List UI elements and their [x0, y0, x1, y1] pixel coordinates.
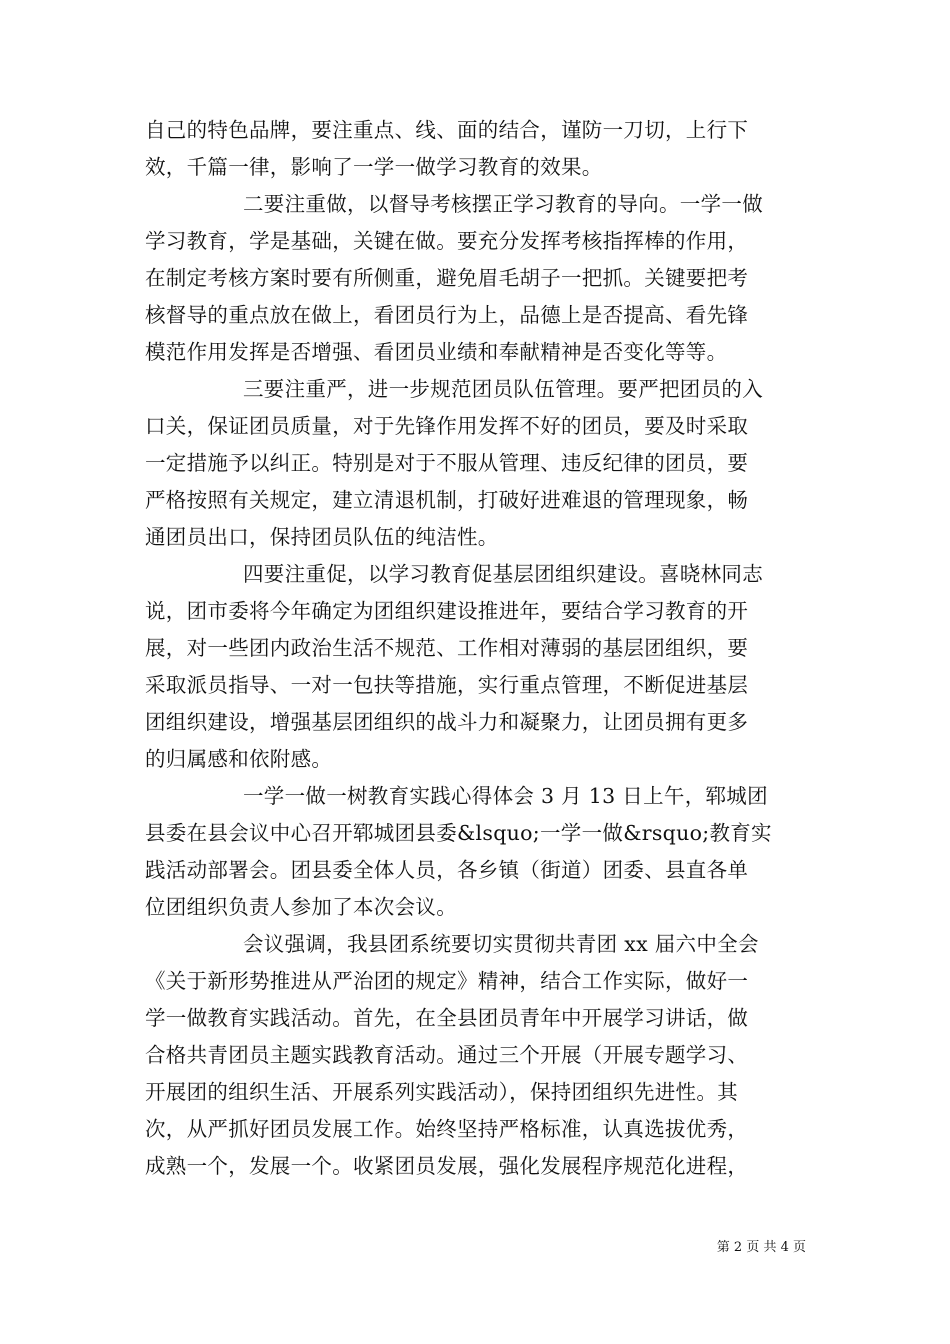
text-line: 合格共青团员主题实践教育活动。通过三个开展（开展专题学习、 — [145, 1043, 749, 1067]
text-line: 学一做教育实践活动。首先，在全县团员青年中开展学习讲话，做 — [145, 1006, 749, 1030]
text-line: 效，千篇一律，影响了一学一做学习教育的效果。 — [145, 155, 603, 179]
paragraph-start-line: 二要注重做，以督导考核摆正学习教育的导向。一学一做 — [243, 192, 763, 216]
text-line: 次，从严抓好团员发展工作。始终坚持严格标准，认真选拔优秀， — [145, 1117, 749, 1141]
text-line: 严格按照有关规定，建立清退机制，打破好进难退的管理现象，畅 — [145, 488, 749, 512]
text-line: 学习教育，学是基础，关键在做。要充分发挥考核指挥棒的作用， — [145, 229, 749, 253]
text-line: 的归属感和依附感。 — [145, 747, 333, 771]
text-line: 模范作用发挥是否增强、看团员业绩和奉献精神是否变化等等。 — [145, 340, 728, 364]
text-line: 口关，保证团员质量，对于先锋作用发挥不好的团员，要及时采取 — [145, 414, 749, 438]
text-line: 采取派员指导、一对一包扶等措施，实行重点管理，不断促进基层 — [145, 673, 749, 697]
paragraph-start-line: 一学一做一树教育实践心得体会 3 月 13 日上午，郓城团 — [243, 784, 768, 808]
paragraph-start-line: 三要注重严，进一步规范团员队伍管理。要严把团员的入 — [243, 377, 763, 401]
text-line: 自己的特色品牌，要注重点、线、面的结合，谨防一刀切，上行下 — [145, 118, 749, 142]
text-line: 一定措施予以纠正。特别是对于不服从管理、违反纪律的团员，要 — [145, 451, 749, 475]
document-body — [145, 112, 807, 1185]
text-line: 践活动部署会。团县委全体人员，各乡镇（街道）团委、县直各单 — [145, 858, 749, 882]
text-line: 《关于新形势推进从严治团的规定》精神，结合工作实际，做好一 — [145, 969, 749, 993]
paragraph-start-line: 四要注重促，以学习教育促基层团组织建设。喜晓林同志 — [243, 562, 763, 586]
text-line: 说，团市委将今年确定为团组织建设推进年，要结合学习教育的开 — [145, 599, 749, 623]
text-line: 通团员出口，保持团员队伍的纯洁性。 — [145, 525, 499, 549]
text-line: 团组织建设，增强基层团组织的战斗力和凝聚力，让团员拥有更多 — [145, 710, 749, 734]
paragraph-start-line: 会议强调，我县团系统要切实贯彻共青团 xx 届六中全会 — [243, 932, 759, 956]
text-line: 核督导的重点放在做上，看团员行为上，品德上是否提高、看先锋 — [145, 303, 749, 327]
text-line: 位团组织负责人参加了本次会议。 — [145, 895, 457, 919]
text-line: 县委在县会议中心召开郓城团县委&lsquo;一学一做&rsquo;教育实 — [145, 821, 772, 845]
page-number-footer: 第 2 页 共 4 页 — [716, 1240, 806, 1255]
text-line: 在制定考核方案时要有所侧重，避免眉毛胡子一把抓。关键要把考 — [145, 266, 749, 290]
text-line: 展，对一些团内政治生活不规范、工作相对薄弱的基层团组织，要 — [145, 636, 749, 660]
text-line: 成熟一个，发展一个。收紧团员发展，强化发展程序规范化进程， — [145, 1154, 749, 1178]
text-line: 开展团的组织生活、开展系列实践活动），保持团组织先进性。其 — [145, 1080, 738, 1104]
